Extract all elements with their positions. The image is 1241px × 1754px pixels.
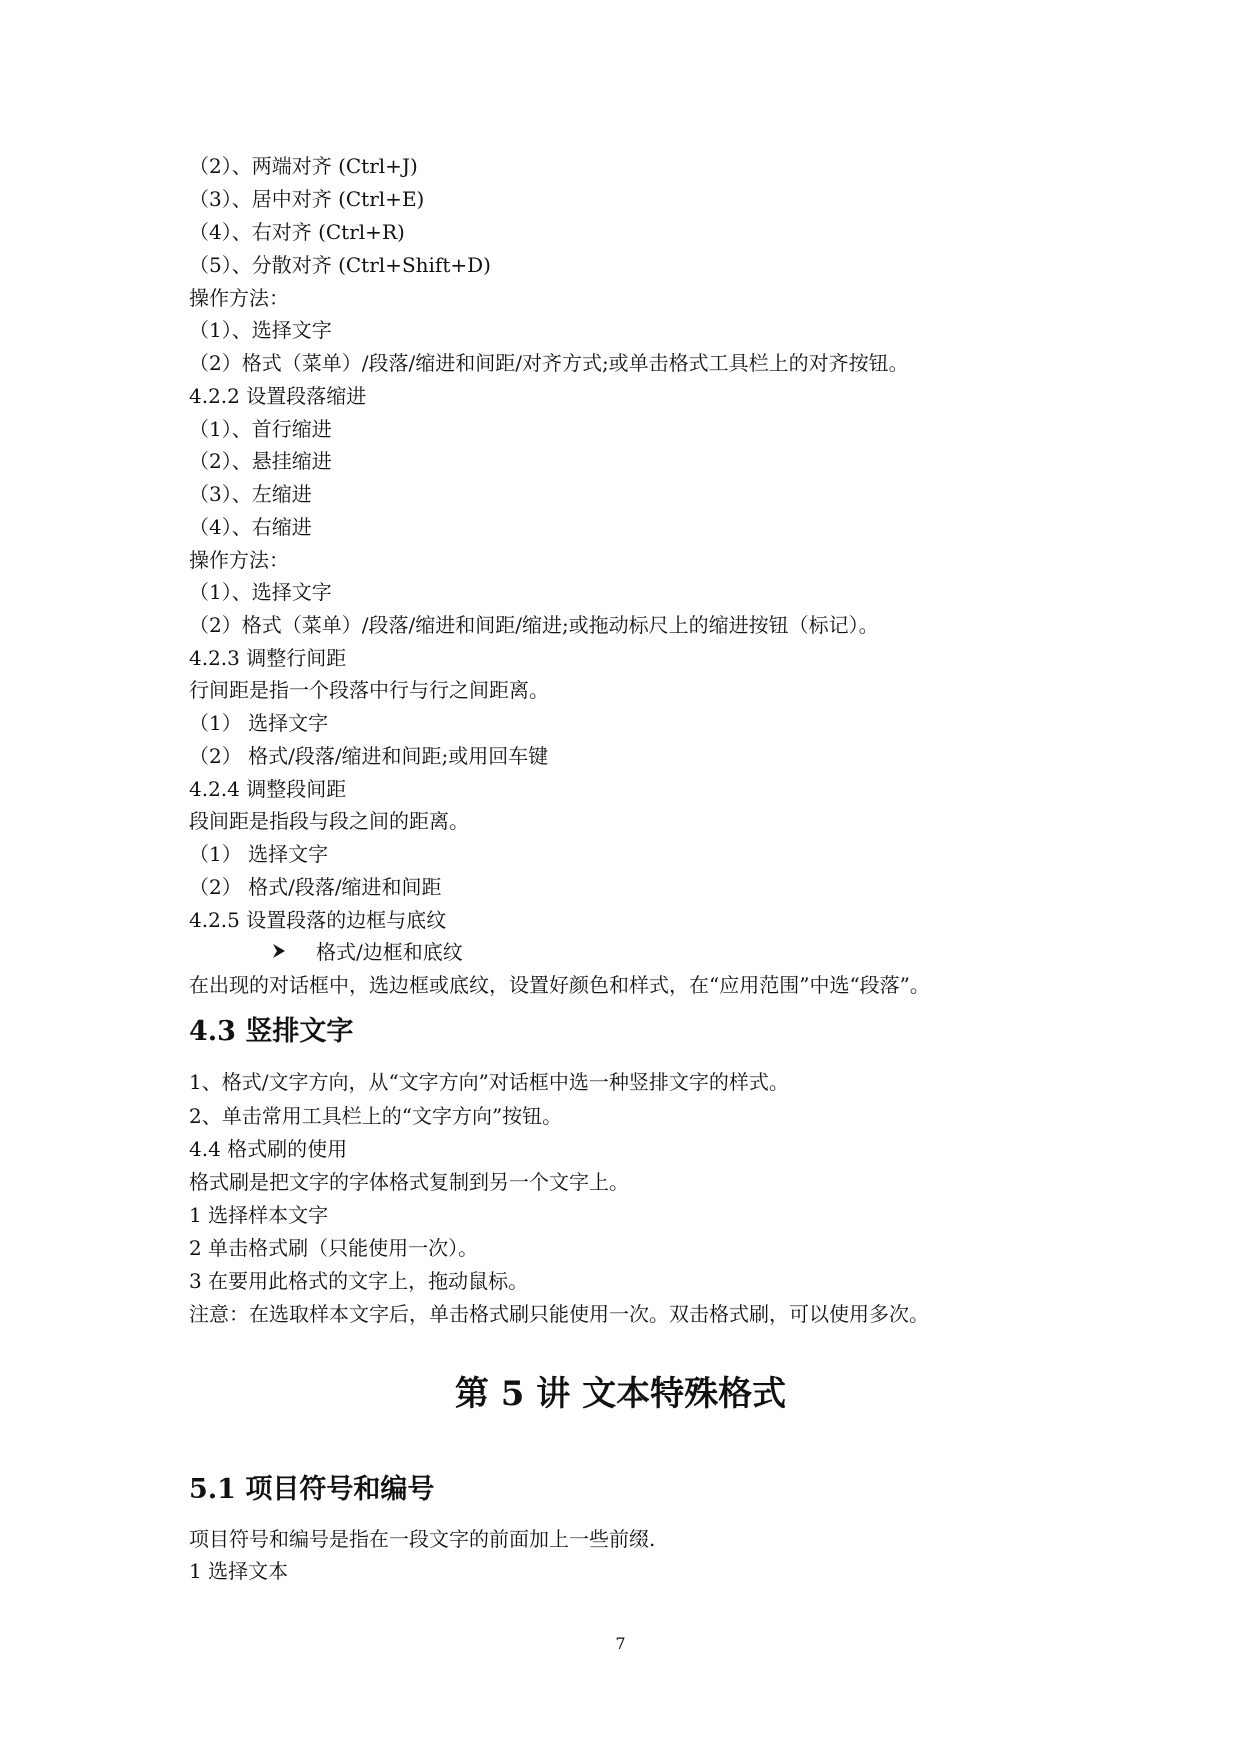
section-heading-4-2-2: 4.2.2 设置段落缩进: [189, 384, 367, 408]
text-line: （1） 选择文字: [189, 711, 329, 735]
text-line: （1）、选择文字: [189, 318, 332, 342]
section-heading-4-4: 4.4 格式刷的使用: [189, 1137, 348, 1161]
section-heading-5-1: 5.1 项目符号和编号: [189, 1474, 435, 1505]
section-heading-4-2-3: 4.2.3 调整行间距: [189, 646, 347, 670]
text-line: 在出现的对话框中，选边框或底纹，设置好颜色和样式，在“应用范围”中选“段落”。: [189, 973, 930, 997]
text-line: （4）、右缩进: [189, 515, 312, 539]
text-line: 2 单击格式刷（只能使用一次）。: [189, 1236, 479, 1260]
section-heading-4-2-4: 4.2.4 调整段间距: [189, 777, 347, 801]
text-line: （3）、居中对齐 (Ctrl+E): [189, 187, 425, 211]
text-line: 操作方法：: [189, 548, 289, 572]
text-line: 段间距是指段与段之间的距离。: [189, 809, 469, 833]
text-line: （3）、左缩进: [189, 482, 312, 506]
text-line: 行间距是指一个段落中行与行之间距离。: [189, 678, 549, 702]
text-line: （2）、两端对齐 (Ctrl+J): [189, 154, 418, 178]
section-heading-4-2-5: 4.2.5 设置段落的边框与底纹: [189, 908, 447, 932]
text-line: （2）格式（菜单）/段落/缩进和间距/对齐方式;或单击格式工具栏上的对齐按钮。: [189, 351, 909, 375]
text-line: （4）、右对齐 (Ctrl+R): [189, 220, 405, 244]
text-line: 1 选择文本: [189, 1559, 289, 1583]
text-line: （2） 格式/段落/缩进和间距;或用回车键: [189, 744, 549, 768]
section-heading-4-3: 4.3 竖排文字: [189, 1016, 354, 1047]
arrowhead-bullet-icon: [273, 944, 285, 958]
text-line: （1）、选择文字: [189, 580, 332, 604]
text-line: 项目符号和编号是指在一段文字的前面加上一些前缀.: [189, 1527, 656, 1551]
text-line: （2） 格式/段落/缩进和间距: [189, 875, 442, 899]
text-line: 1、格式/文字方向，从“文字方向”对话框中选一种竖排文字的样式。: [189, 1070, 789, 1094]
text-line: 格式刷是把文字的字体格式复制到另一个文字上。: [189, 1170, 629, 1194]
text-line: （2）、悬挂缩进: [189, 449, 332, 473]
text-line: （2）格式（菜单）/段落/缩进和间距/缩进;或拖动标尺上的缩进按钮（标记）。: [189, 613, 879, 637]
text-line: （5）、分散对齐 (Ctrl+Shift+D): [189, 253, 491, 277]
text-line: 1 选择样本文字: [189, 1203, 329, 1227]
chapter-title: 第 5 讲 文本特殊格式: [454, 1374, 787, 1414]
text-line: 操作方法：: [189, 286, 289, 310]
page-number: 7: [615, 1634, 626, 1653]
text-line: 3 在要用此格式的文字上，拖动鼠标。: [189, 1269, 529, 1293]
bullet-item: 格式/边框和底纹: [316, 940, 463, 964]
text-line: 2、单击常用工具栏上的“文字方向”按钮。: [189, 1104, 563, 1128]
text-line: （1） 选择文字: [189, 842, 329, 866]
text-line: （1）、首行缩进: [189, 417, 332, 441]
note-line: 注意：在选取样本文字后，单击格式刷只能使用一次。双击格式刷，可以使用多次。: [189, 1302, 929, 1326]
